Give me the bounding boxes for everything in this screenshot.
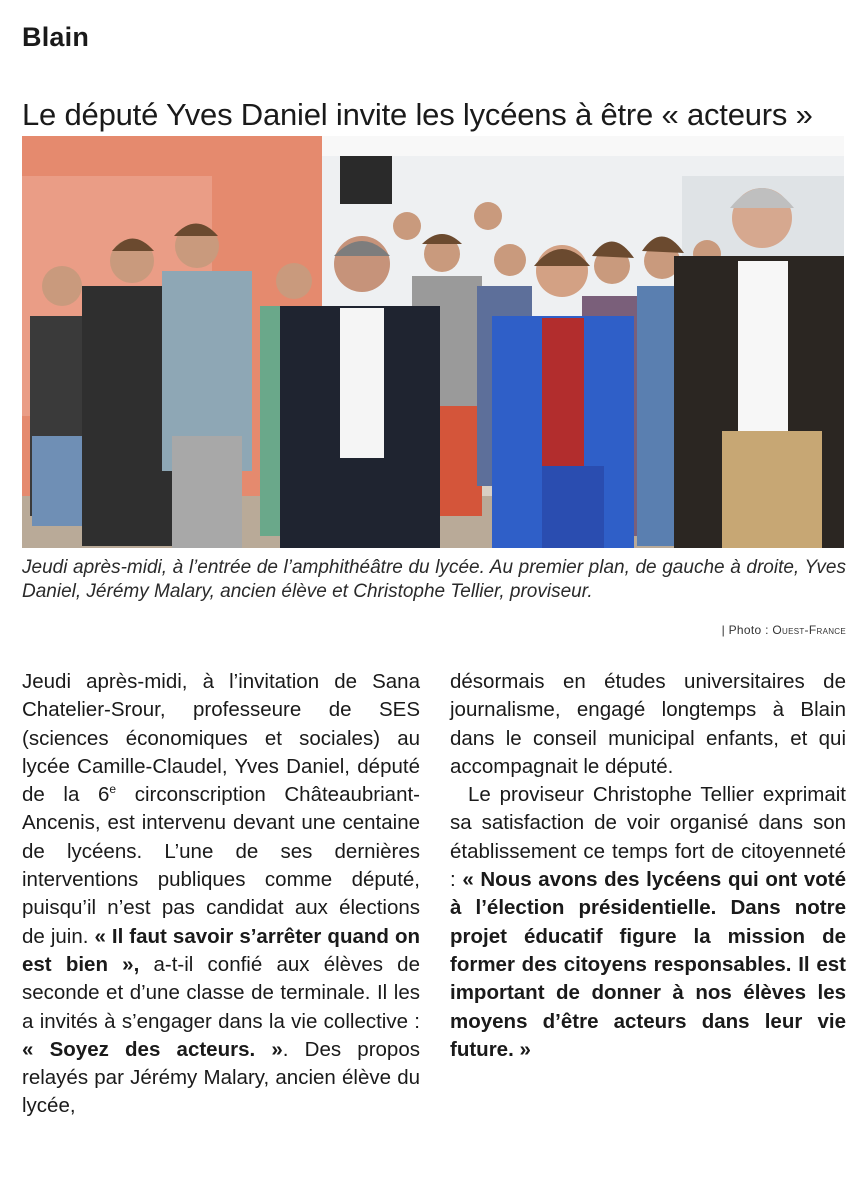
body-paragraph xyxy=(22,668,420,1121)
group-photo-illustration xyxy=(22,136,844,548)
body-text: circonscription Châteaubriant-Ancenis, est intervenu devant une centaine de lycéens. L’une de ses dernières interventions publiques comme député, puisqu’il n’est pas candidat aux élections de juin. xyxy=(22,783,420,948)
body-paragraph: désormais en études universitaires de journalisme, engagé longtemps à Blain dans le conseil municipal enfants, et qui accompagnait le député. xyxy=(450,670,846,778)
credit-source: Ouest-France xyxy=(772,623,846,637)
photo-caption: Jeudi après-midi, à l’entrée de l’amphithéâtre du lycée. Au premier plan, de gauche à droite, Yves Daniel, Jérémy Malary, ancien élève et Christophe Tellier, proviseur. xyxy=(22,557,846,602)
superscript: e xyxy=(109,782,117,797)
body-paragraph xyxy=(450,781,846,1064)
article-headline: Le député Yves Daniel invite les lycéens à être « acteurs » xyxy=(22,96,813,132)
body-text: . Des propos relayés par Jérémy Malary, ancien élève du lycée, xyxy=(22,1037,420,1118)
quote-deputy: « Il faut savoir s’arrêter quand on est bien », xyxy=(22,924,420,976)
article-rubric: Blain xyxy=(22,22,90,52)
article-body-left-column xyxy=(22,668,420,1121)
body-text: Le proviseur Christophe Tellier exprimait sa satisfaction de voir organisé dans son établissement ce temps fort de citoyenneté : xyxy=(450,783,846,892)
body-text: Jeudi après-midi, à l’invitation de Sana Chatelier-Srour, professeure de SES (sciences économiques et sociales) au lycée Camille-Claudel, Yves Daniel, député de la 6 xyxy=(22,670,420,807)
article-body-right-column xyxy=(450,668,846,1064)
photo-credit xyxy=(722,623,846,637)
body-text: a-t-il confié aux élèves de seconde et d’une classe de terminale. Il les a invités à s’engager dans la vie collective : xyxy=(22,952,420,1033)
quote-soyez-acteurs: « Soyez des acteurs. » xyxy=(22,1037,283,1061)
article-photo xyxy=(22,136,844,548)
quote-proviseur: « Nous avons des lycéens qui ont voté à l’élection présidentielle. Dans notre projet éducatif figure la mission de former des citoyens responsables. Il est important de donner à nos élèves les moyens d’être acteurs dans leur vie future. » xyxy=(450,868,846,1061)
credit-prefix: | Photo : xyxy=(721,623,773,637)
